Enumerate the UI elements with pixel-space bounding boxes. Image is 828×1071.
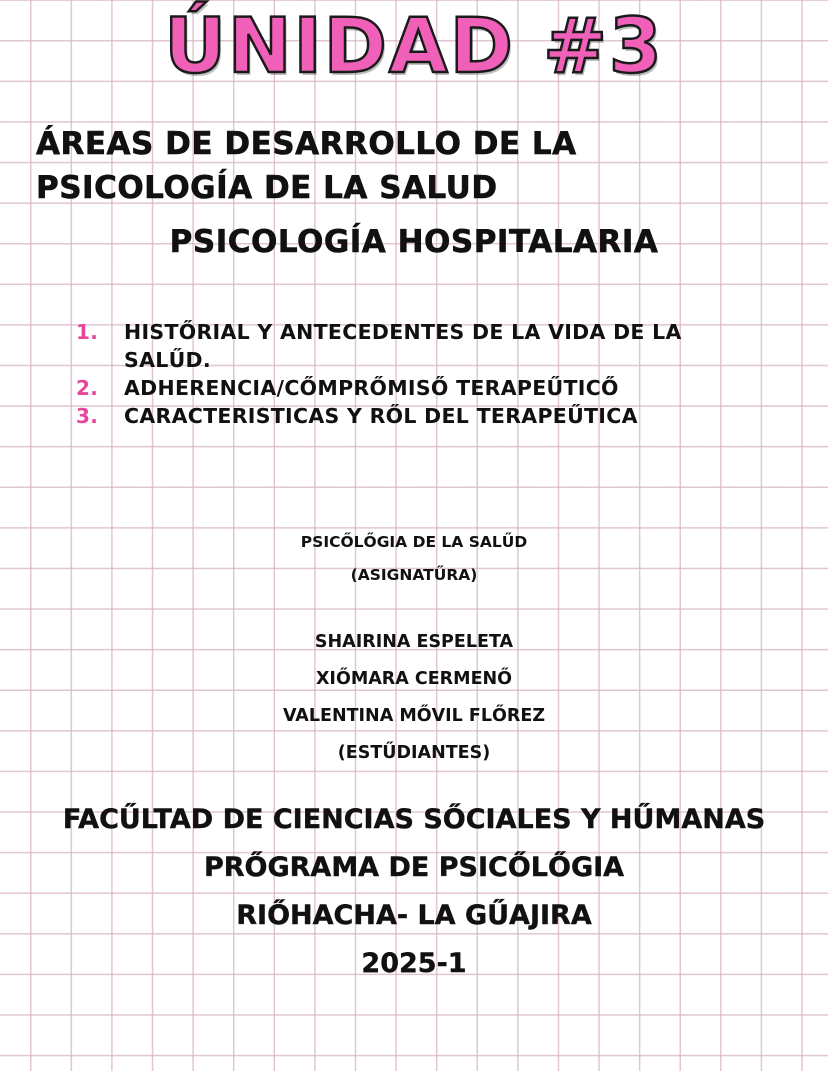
subject-role: (ASIGNATŰRA): [350, 566, 478, 584]
program-name: PRŐGRAMA DE PSICŐLŐGIA: [203, 852, 625, 883]
student-name: SHAIRINA ESPELETA: [314, 632, 514, 652]
location: RIŐHACHA- LA GŰAJIRA: [236, 900, 592, 931]
list-item-text: CARACTERISTICAS Y RŐL DEL TERAPEŰTICA: [124, 404, 638, 428]
page-title: ÚNIDAD #3: [164, 1, 664, 90]
faculty-name: FACŰLTAD DE CIENCIAS SŐCIALES Y HŰMANAS: [62, 804, 766, 835]
list-item-text: HISTŐRIAL Y ANTECEDENTES DE LA VIDA DE LA SALŰD.: [124, 320, 682, 372]
list-item: [76, 402, 756, 430]
subject-name: PSICŐLŐGIA DE LA SALŰD: [300, 533, 528, 551]
subject-block: [0, 526, 828, 592]
section-heading: PSICOLOGÍA HOSPITALARIA: [169, 224, 659, 260]
subtitle: ÁREAS DE DESARROLLO DE LA PSICOLOGÍA DE LA SALUD: [36, 126, 577, 206]
list-item: [76, 318, 756, 374]
students-block: [0, 624, 828, 772]
list-item: [76, 374, 756, 402]
students-role: (ESTŰDIANTES): [337, 743, 491, 763]
academic-period: 2025-1: [361, 948, 467, 979]
list-item-number: 1.: [76, 320, 99, 344]
list-item-number: 3.: [76, 404, 99, 428]
list-item-text: ADHERENCIA/CŐMPRŐMISŐ TERAPEŰTICŐ: [124, 376, 619, 400]
institution-block: [0, 796, 828, 988]
student-name: VALENTINA MŐVIL FLŐREZ: [282, 706, 546, 726]
topic-list: [76, 318, 756, 430]
student-name: XIŐMARA CERMENŐ: [315, 669, 513, 689]
list-item-number: 2.: [76, 376, 99, 400]
